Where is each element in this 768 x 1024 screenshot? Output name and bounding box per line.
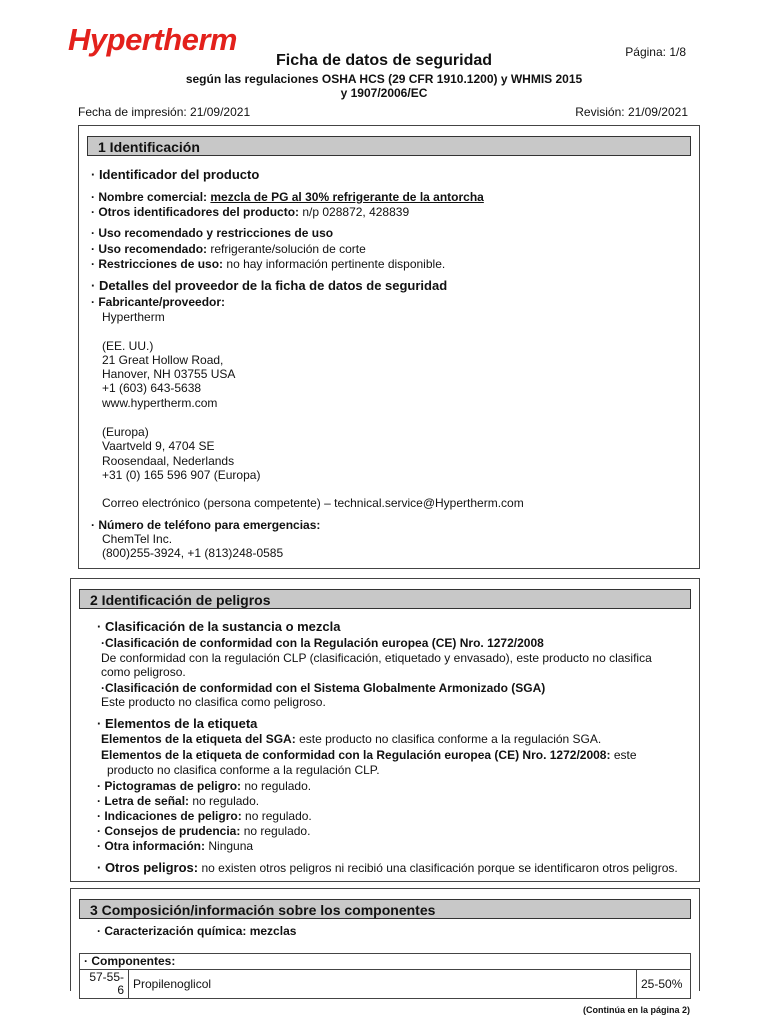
sga-classification-label: ·Clasificación de conformidad con el Sistema Globalmente Armonizado (SGA)	[101, 681, 546, 695]
other-information	[97, 839, 253, 853]
trade-name	[91, 190, 484, 204]
table-header-row	[80, 954, 691, 970]
chemical-characterization: · Caracterización química: mezclas	[97, 924, 297, 938]
section-2-header: 2 Identificación de peligros	[79, 589, 691, 609]
restrict-value: no hay información pertinente disponible.	[226, 257, 446, 271]
eu-classification-text: De conformidad con la regulación CLP (clasificación, etiquetado y envasado), este producto no clasifica	[101, 651, 652, 665]
section-identification	[78, 125, 700, 569]
continues-note: (Continúa en la página 2)	[582, 1005, 690, 1015]
pictograms	[97, 779, 311, 793]
component-percent: 25-50%	[637, 970, 691, 999]
trade-name-value: mezcla de PG al 30% refrigerante de la antorcha	[210, 190, 484, 204]
company-logo: Hypertherm	[68, 22, 237, 57]
eu-label-elements	[101, 748, 637, 762]
components-table	[79, 953, 691, 999]
trade-name-label: · Nombre comercial:	[91, 190, 208, 204]
signal-word-label: · Letra de señal:	[97, 794, 190, 808]
document-subtitle: según las regulaciones OSHA HCS (29 CFR 1910.1200) y WHMIS 2015	[185, 72, 583, 86]
maker-label: · Fabricante/proveedor:	[91, 295, 226, 309]
eu-classification-label: ·Clasificación de conformidad con la Regulación europea (CE) Nro. 1272/2008	[101, 636, 544, 650]
other-ids-label: · Otros identificadores del producto:	[91, 205, 300, 219]
maker-line: Vaartveld 9, 4704 SE	[102, 439, 215, 453]
other-ids-value: n/p 028872, 428839	[302, 205, 410, 219]
other-hazards-value: no existen otros peligros ni recibió una clasificación porque se identificaron otros peligros.	[201, 861, 678, 875]
eu-classification-text: como peligroso.	[101, 665, 186, 679]
eu-label-elements-label: Elementos de la etiqueta de conformidad con la Regulación europea (CE) Nro. 1272/2008:	[101, 748, 611, 762]
pictograms-label: · Pictogramas de peligro:	[97, 779, 242, 793]
document-title: Ficha de datos de seguridad	[275, 52, 493, 69]
use-heading: · Uso recomendado y restricciones de uso	[91, 226, 334, 240]
recommended-use	[91, 242, 366, 256]
maker-line: Roosendaal, Nederlands	[102, 454, 235, 468]
other-hazards	[97, 861, 678, 875]
maker-line: 21 Great Hollow Road,	[102, 353, 224, 367]
page-number: Página: 1/8	[625, 45, 686, 59]
sga-label-elements-value: este producto no clasifica conforme a la regulación SGA.	[299, 732, 602, 746]
label-elements-heading: · Elementos de la etiqueta	[97, 716, 258, 731]
eu-label-elements-value: este	[613, 748, 637, 762]
document-subtitle-2: y 1907/2006/EC	[340, 86, 428, 100]
emergency-line: ChemTel Inc.	[102, 532, 173, 546]
pictograms-value: no regulado.	[244, 779, 312, 793]
component-name: Propilenoglicol	[129, 970, 637, 999]
section-hazards	[70, 578, 700, 882]
components-label: · Componentes:	[80, 954, 691, 970]
maker-line: +31 (0) 165 596 907 (Europa)	[102, 468, 261, 482]
revision-date: Revisión: 21/09/2021	[575, 105, 688, 119]
other-info-value: Ninguna	[208, 839, 254, 853]
sga-label-elements-label: Elementos de la etiqueta del SGA:	[101, 732, 296, 746]
other-info-label: · Otra información:	[97, 839, 206, 853]
supplier-heading: · Detalles del proveedor de la ficha de datos de seguridad	[91, 278, 448, 293]
precautionary-statements	[97, 824, 310, 838]
hazard-statements-value: no regulado.	[245, 809, 312, 823]
section-composition	[70, 888, 700, 997]
precautionary-label: · Consejos de prudencia:	[97, 824, 241, 838]
maker-line: Hanover, NH 03755 USA	[102, 367, 236, 381]
emergency-line: (800)255-3924, +1 (813)248-0585	[102, 546, 284, 560]
rec-use-label: · Uso recomendado:	[91, 242, 208, 256]
restrict-label: · Restricciones de uso:	[91, 257, 224, 271]
eu-label-elements-cont: producto no clasifica conforme a la regulación CLP.	[107, 763, 380, 777]
classification-heading: · Clasificación de la sustancia o mezcla	[97, 619, 341, 634]
other-hazards-label: · Otros peligros:	[97, 860, 199, 875]
maker-line: (Europa)	[102, 425, 149, 439]
signal-word	[97, 794, 259, 808]
hazard-statements	[97, 809, 312, 823]
sga-classification-text: Este producto no clasifica como peligroso.	[101, 695, 326, 709]
other-identifiers	[91, 205, 409, 219]
signal-word-value: no regulado.	[192, 794, 260, 808]
product-identifier-heading: · Identificador del producto	[91, 167, 260, 182]
use-restrictions	[91, 257, 445, 271]
section-1-header: 1 Identificación	[87, 136, 691, 156]
cas-number: 57-55-6	[80, 970, 129, 999]
maker-line: Hypertherm	[102, 310, 165, 324]
sga-label-elements	[101, 732, 601, 746]
maker-website: www.hypertherm.com	[102, 396, 218, 410]
precautionary-value: no regulado.	[243, 824, 311, 838]
table-row	[80, 970, 691, 999]
maker-line: (EE. UU.)	[102, 339, 154, 353]
maker-line: +1 (603) 643-5638	[102, 381, 202, 395]
maker-email: Correo electrónico (persona competente) – technical.service@Hypertherm.com	[102, 496, 524, 510]
print-date: Fecha de impresión: 21/09/2021	[78, 105, 251, 119]
rec-use-value: refrigerante/solución de corte	[210, 242, 366, 256]
section-3-header: 3 Composición/información sobre los componentes	[79, 899, 691, 919]
hazard-statements-label: · Indicaciones de peligro:	[97, 809, 242, 823]
emergency-label: · Número de teléfono para emergencias:	[91, 518, 321, 532]
